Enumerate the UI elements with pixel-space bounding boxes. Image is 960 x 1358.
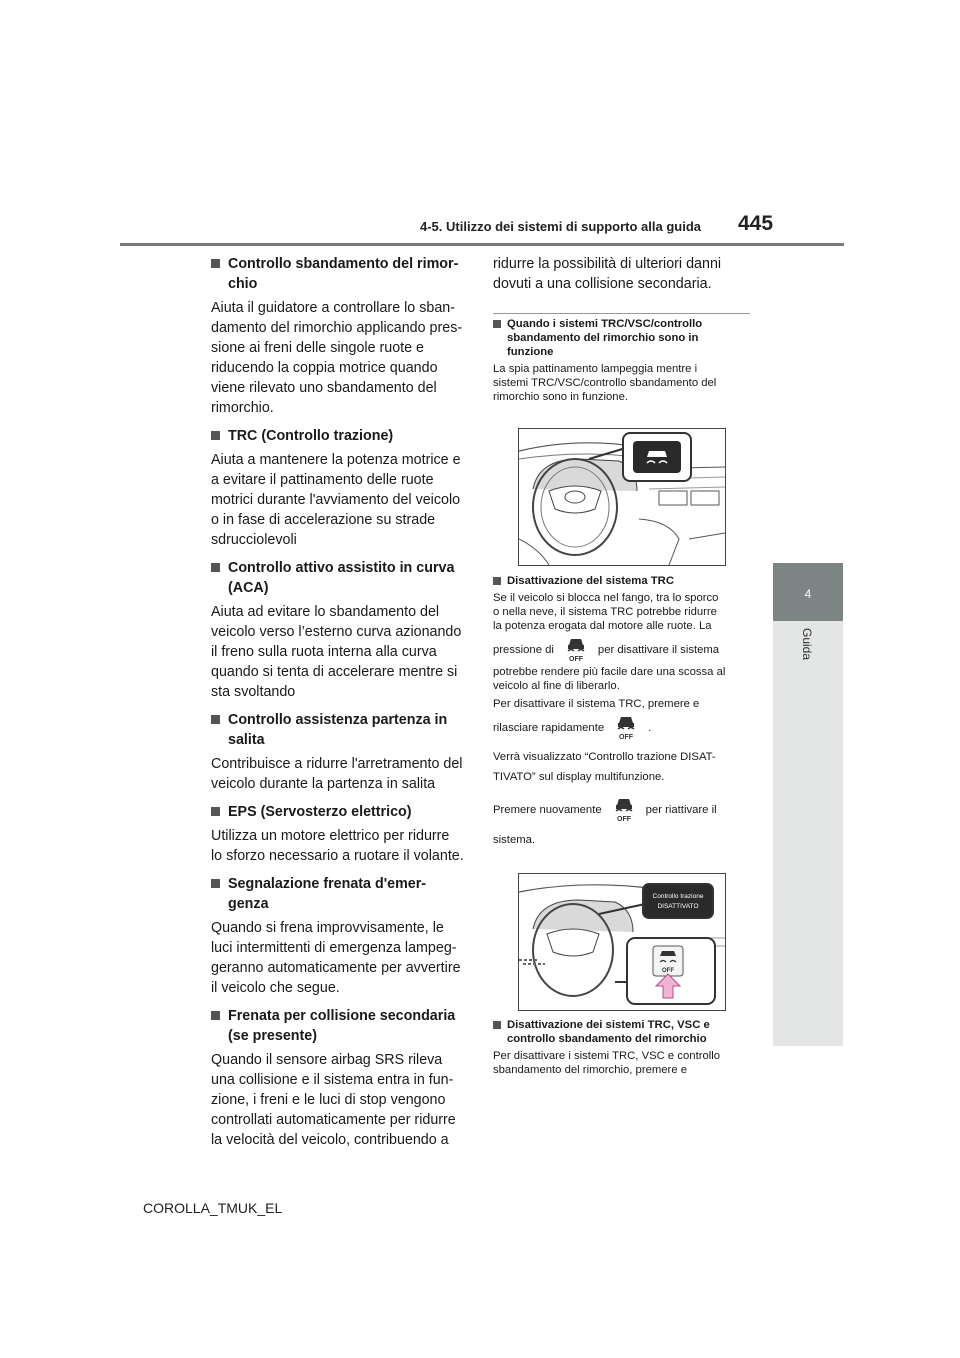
figure-dashboard-trc-off xyxy=(518,873,726,1011)
button-off-text: OFF xyxy=(662,968,674,974)
note-heading: Disattivazione del sistema TRC xyxy=(493,574,753,588)
section-heading: Controllo sbandamento del rimor- chio xyxy=(211,254,465,294)
fig-label-line2: DISATTIVATO xyxy=(657,903,699,910)
icon-off-text: OFF xyxy=(616,816,631,823)
section-heading: TRC (Controllo trazione) xyxy=(211,426,465,446)
note-text: Per disattivare il sistema TRC, premere e xyxy=(493,698,700,710)
section-text: Quando il sensore airbag SRS rileva una collisione e il sistema entra in fun- zione, i freni e le luci di stop vengono controllati automaticamente per ridurre la velocità del veicolo, contribuendo a xyxy=(211,1052,456,1148)
chapter-label-box xyxy=(773,628,843,661)
dashboard-illustration xyxy=(519,874,725,1010)
note-trc-disable xyxy=(493,574,753,847)
section-text: Utilizza un motore elettrico per ridurre lo sforzo necessario a ruotare il volante. xyxy=(211,828,464,864)
press-line xyxy=(493,637,753,663)
section-heading: Controllo attivo assistito in curva (ACA) xyxy=(211,558,465,598)
release-text: . xyxy=(648,721,652,734)
right-column xyxy=(493,254,749,302)
note-heading: Quando i sistemi TRC/VSC/controllo sbandamento del rimorchio sono in funzione xyxy=(493,317,753,359)
icon-off-text: OFF xyxy=(568,656,583,663)
header-rule xyxy=(120,243,844,246)
note-text: potrebbe rendere più facile dare una scossa al veicolo al fine di liberarlo. xyxy=(493,666,726,692)
chapter-label: Guida xyxy=(800,628,814,661)
vsc-off-icon xyxy=(562,637,590,663)
chapter-tab xyxy=(773,563,843,621)
section-heading: Segnalazione frenata d'emer- genza xyxy=(211,874,465,914)
again-text: Premere nuovamente xyxy=(493,803,602,816)
note-text: Se il veicolo si blocca nel fango, tra lo sporco o nella neve, il sistema TRC potrebbe ridurre la potenza erogata dal motore alle ruote. La xyxy=(493,592,719,632)
note-trc-vsc-disable xyxy=(493,1018,753,1077)
section-heading: Frenata per collisione secondaria (se presente) xyxy=(211,1006,465,1046)
document-code: COROLLA_TMUK_EL xyxy=(143,1200,283,1216)
release-text: rilasciare rapidamente xyxy=(493,721,605,734)
page-number: 445 xyxy=(738,212,774,235)
section-text: Contribuisce a ridurre l'arretramento del veicolo durante la partenza in salita xyxy=(211,756,463,792)
note-heading: Disattivazione dei sistemi TRC, VSC e controllo sbandamento del rimorchio xyxy=(493,1018,753,1046)
press-text: pressione di xyxy=(493,643,554,656)
fig-label-line1: Controllo trazione xyxy=(652,893,704,900)
left-column xyxy=(211,254,465,1158)
release-line xyxy=(493,715,753,741)
vsc-off-icon xyxy=(612,715,640,741)
again-text: per riattivare il xyxy=(645,803,717,816)
figure-dashboard-slip-indicator xyxy=(518,428,726,566)
press-text: per disattivare il sistema xyxy=(597,643,720,656)
section-text: Aiuta il guidatore a controllare lo sban- damento del rimorchio applicando pres- sione ai freni delle singole ruote e riducendo la coppia motrice quando viene rilevato uno sbandamento del rimorchio. xyxy=(211,300,463,416)
again-line xyxy=(493,797,753,823)
vsc-off-icon xyxy=(610,797,638,823)
section-text: Aiuta a mantenere la potenza motrice e a evitare il pattinamento delle ruote motrici durante l'avviamento del veicolo o in fase di accelerazione su strade sdrucciolevoli xyxy=(211,452,461,548)
note-divider xyxy=(493,313,750,314)
note-text: sistema. xyxy=(493,834,536,846)
section-heading: Controllo assistenza partenza in salita xyxy=(211,710,465,750)
section-text: Aiuta ad evitare lo sbandamento del veicolo verso l’esterno curva azionando il freno sulla ruota interna alla curva quando si tenta di accelerare mentre si sta svoltando xyxy=(211,604,462,700)
dashboard-illustration xyxy=(519,429,725,565)
note-text: La spia pattinamento lampeggia mentre i sistemi TRC/VSC/controllo sbandamento del rimorchio sono in funzione. xyxy=(493,363,717,403)
note-text: Verrà visualizzato “Controllo trazione DISAT- TIVATO” sul display multifunzione. xyxy=(493,751,716,783)
note-text: Per disattivare i sistemi TRC, VSC e controllo sbandamento del rimorchio, premere e xyxy=(493,1050,721,1076)
chapter-side-bar xyxy=(773,621,843,1046)
section-heading: EPS (Servosterzo elettrico) xyxy=(211,802,465,822)
chapter-number: 4 xyxy=(804,587,812,601)
continuation-text: ridurre la possibilità di ulteriori danni dovuti a una collisione secondaria. xyxy=(493,256,722,292)
section-title: 4-5. Utilizzo dei sistemi di supporto alla guida xyxy=(420,219,701,234)
section-text: Quando si frena improvvisamente, le luci intermittenti di emergenza lampeg- geranno automaticamente per avvertire il veicolo che segue. xyxy=(211,920,461,996)
note-trc-active xyxy=(493,317,753,404)
icon-off-text: OFF xyxy=(619,734,634,741)
